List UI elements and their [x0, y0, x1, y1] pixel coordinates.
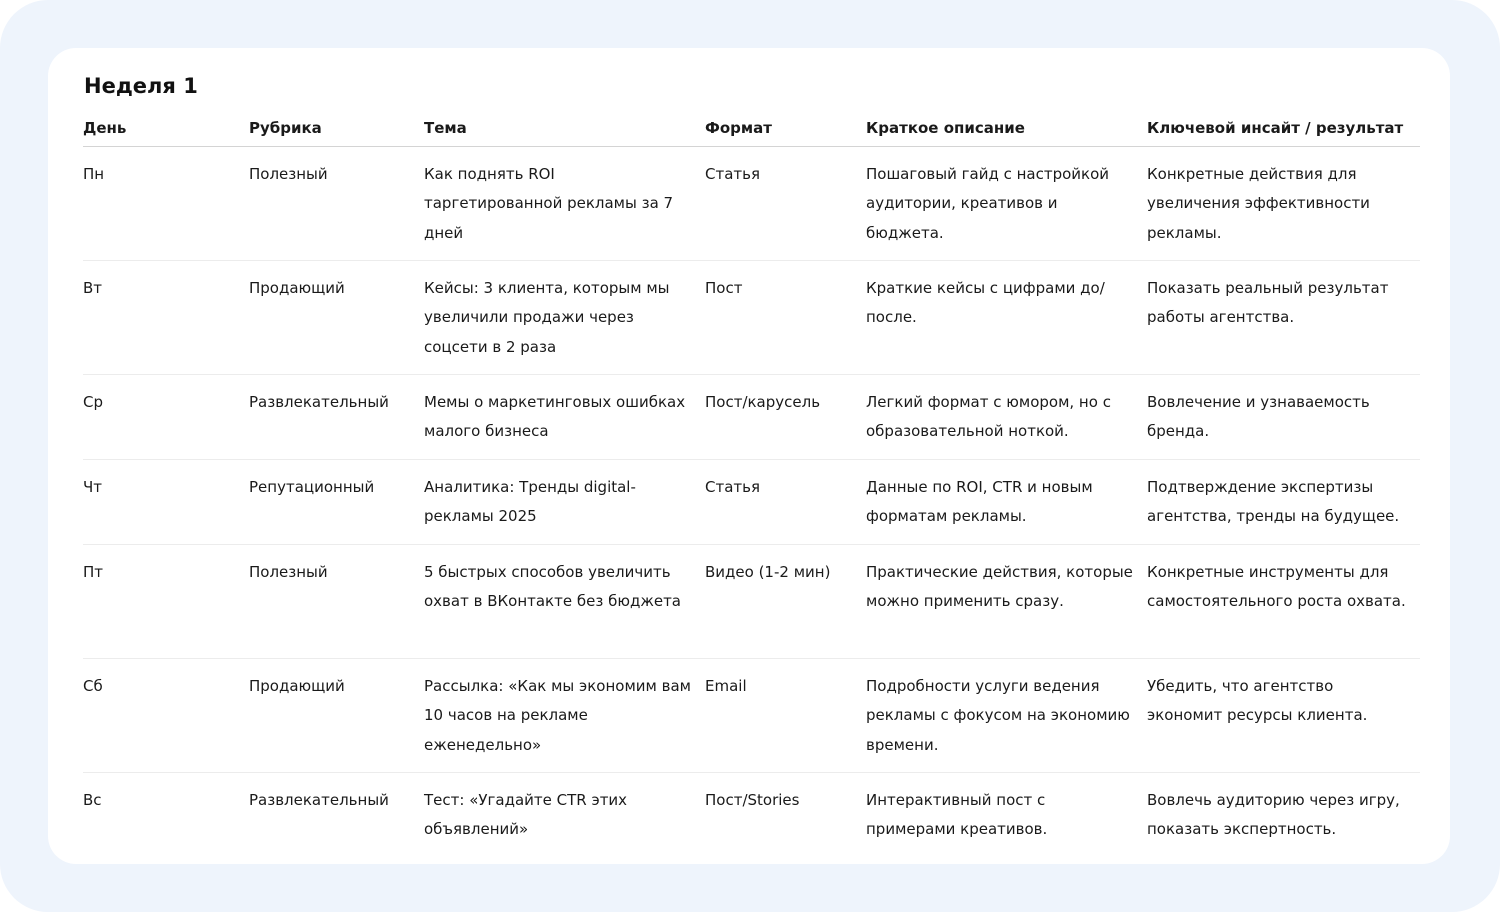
cell-text: Интерактивный пост с примерами креативов.	[866, 791, 1048, 839]
cell-text: Полезный	[249, 563, 328, 581]
cell-text: Показать реальный результат работы агентства.	[1147, 279, 1389, 327]
cell-text: Пн	[83, 165, 105, 183]
cell-rubric	[249, 147, 424, 261]
cell-description	[866, 460, 1147, 545]
cell-text: Кейсы: 3 клиента, которым мы увеличили продажи через соцсети в 2 раза	[424, 279, 670, 356]
table-row	[83, 659, 1420, 773]
cell-rubric	[249, 375, 424, 460]
cell-day	[83, 773, 249, 858]
cell-text: Вс	[83, 791, 102, 809]
cell-text: Вовлечь аудиторию через игру, показать экспертность.	[1147, 791, 1400, 839]
cell-insight	[1147, 773, 1420, 858]
cell-text: 5 быстрых способов увеличить охват в ВКонтакте без бюджета	[424, 563, 681, 611]
cell-text: Вовлечение и узнаваемость бренда.	[1147, 393, 1370, 441]
cell-text: Подтверждение экспертизы агентства, тренды на будущее.	[1147, 478, 1400, 526]
cell-topic	[424, 261, 705, 375]
cell-text: Вт	[83, 279, 103, 297]
cell-text: Легкий формат с юмором, но с образовательной ноткой.	[866, 393, 1111, 441]
cell-insight	[1147, 460, 1420, 545]
cell-day	[83, 147, 249, 261]
column-header-rubric: Рубрика	[249, 110, 424, 147]
cell-text: Чт	[83, 478, 103, 496]
cell-text: Аналитика: Тренды digital-рекламы 2025	[424, 478, 636, 526]
cell-text: Как поднять ROI таргетированной рекламы за 7 дней	[424, 165, 674, 242]
cell-format	[705, 460, 866, 545]
cell-insight	[1147, 261, 1420, 375]
table-row	[83, 147, 1420, 261]
cell-text: Развлекательный	[249, 393, 389, 411]
content-card	[48, 48, 1450, 864]
column-header-topic: Тема	[424, 110, 705, 147]
cell-text: Практические действия, которые можно применить сразу.	[866, 563, 1133, 611]
cell-rubric	[249, 659, 424, 773]
cell-text: Пошаговый гайд с настройкой аудитории, креативов и бюджета.	[866, 165, 1110, 242]
cell-rubric	[249, 261, 424, 375]
cell-text: Ср	[83, 393, 103, 411]
cell-text: Репутационный	[249, 478, 375, 496]
cell-topic	[424, 659, 705, 773]
cell-text: Пост/Stories	[705, 791, 800, 809]
cell-day	[83, 375, 249, 460]
table-row	[83, 375, 1420, 460]
cell-text: Мемы о маркетинговых ошибках малого бизнеса	[424, 393, 686, 441]
table-row	[83, 460, 1420, 545]
cell-description	[866, 375, 1147, 460]
cell-text: Пост	[705, 279, 743, 297]
cell-topic	[424, 773, 705, 858]
cell-text: Статья	[705, 165, 761, 183]
column-header-format: Формат	[705, 110, 866, 147]
column-header-insight: Ключевой инсайт / результат	[1147, 110, 1420, 147]
cell-text: Email	[705, 677, 747, 695]
cell-text: Подробности услуги ведения рекламы с фокусом на экономию времени.	[866, 677, 1130, 754]
cell-day	[83, 545, 249, 659]
cell-text: Убедить, что агентство экономит ресурсы клиента.	[1147, 677, 1368, 725]
cell-format	[705, 375, 866, 460]
week-title: Неделя 1	[84, 74, 198, 98]
table-header-row	[83, 110, 1420, 147]
cell-description	[866, 773, 1147, 858]
cell-description	[866, 147, 1147, 261]
cell-text: Данные по ROI, CTR и новым форматам рекламы.	[866, 478, 1093, 526]
cell-rubric	[249, 545, 424, 659]
content-plan-table	[83, 110, 1420, 857]
cell-insight	[1147, 375, 1420, 460]
cell-format	[705, 147, 866, 261]
cell-description	[866, 545, 1147, 659]
cell-text: Конкретные инструменты для самостоятельного роста охвата.	[1147, 563, 1406, 611]
table-row	[83, 773, 1420, 858]
cell-text: Пост/карусель	[705, 393, 821, 411]
table-row	[83, 261, 1420, 375]
cell-format	[705, 261, 866, 375]
cell-text: Видео (1-2 мин)	[705, 563, 831, 581]
cell-text: Продающий	[249, 677, 345, 695]
cell-text: Полезный	[249, 165, 328, 183]
cell-text: Краткие кейсы с цифрами до/после.	[866, 279, 1105, 327]
cell-insight	[1147, 545, 1420, 659]
cell-text: Развлекательный	[249, 791, 389, 809]
cell-topic	[424, 375, 705, 460]
cell-day	[83, 659, 249, 773]
cell-description	[866, 659, 1147, 773]
cell-format	[705, 545, 866, 659]
cell-day	[83, 261, 249, 375]
cell-insight	[1147, 147, 1420, 261]
cell-text: Пт	[83, 563, 104, 581]
table-row	[83, 545, 1420, 659]
cell-insight	[1147, 659, 1420, 773]
cell-text: Конкретные действия для увеличения эффективности рекламы.	[1147, 165, 1370, 242]
cell-rubric	[249, 460, 424, 545]
cell-format	[705, 659, 866, 773]
cell-topic	[424, 545, 705, 659]
cell-topic	[424, 147, 705, 261]
cell-description	[866, 261, 1147, 375]
cell-text: Тест: «Угадайте CTR этих объявлений»	[424, 791, 628, 839]
column-header-description: Краткое описание	[866, 110, 1147, 147]
cell-text: Статья	[705, 478, 761, 496]
cell-topic	[424, 460, 705, 545]
cell-text: Продающий	[249, 279, 345, 297]
cell-format	[705, 773, 866, 858]
cell-text: Рассылка: «Как мы экономим вам 10 часов на рекламе еженедельно»	[424, 677, 691, 754]
cell-text: Сб	[83, 677, 103, 695]
column-header-day: День	[83, 110, 249, 147]
cell-day	[83, 460, 249, 545]
cell-rubric	[249, 773, 424, 858]
